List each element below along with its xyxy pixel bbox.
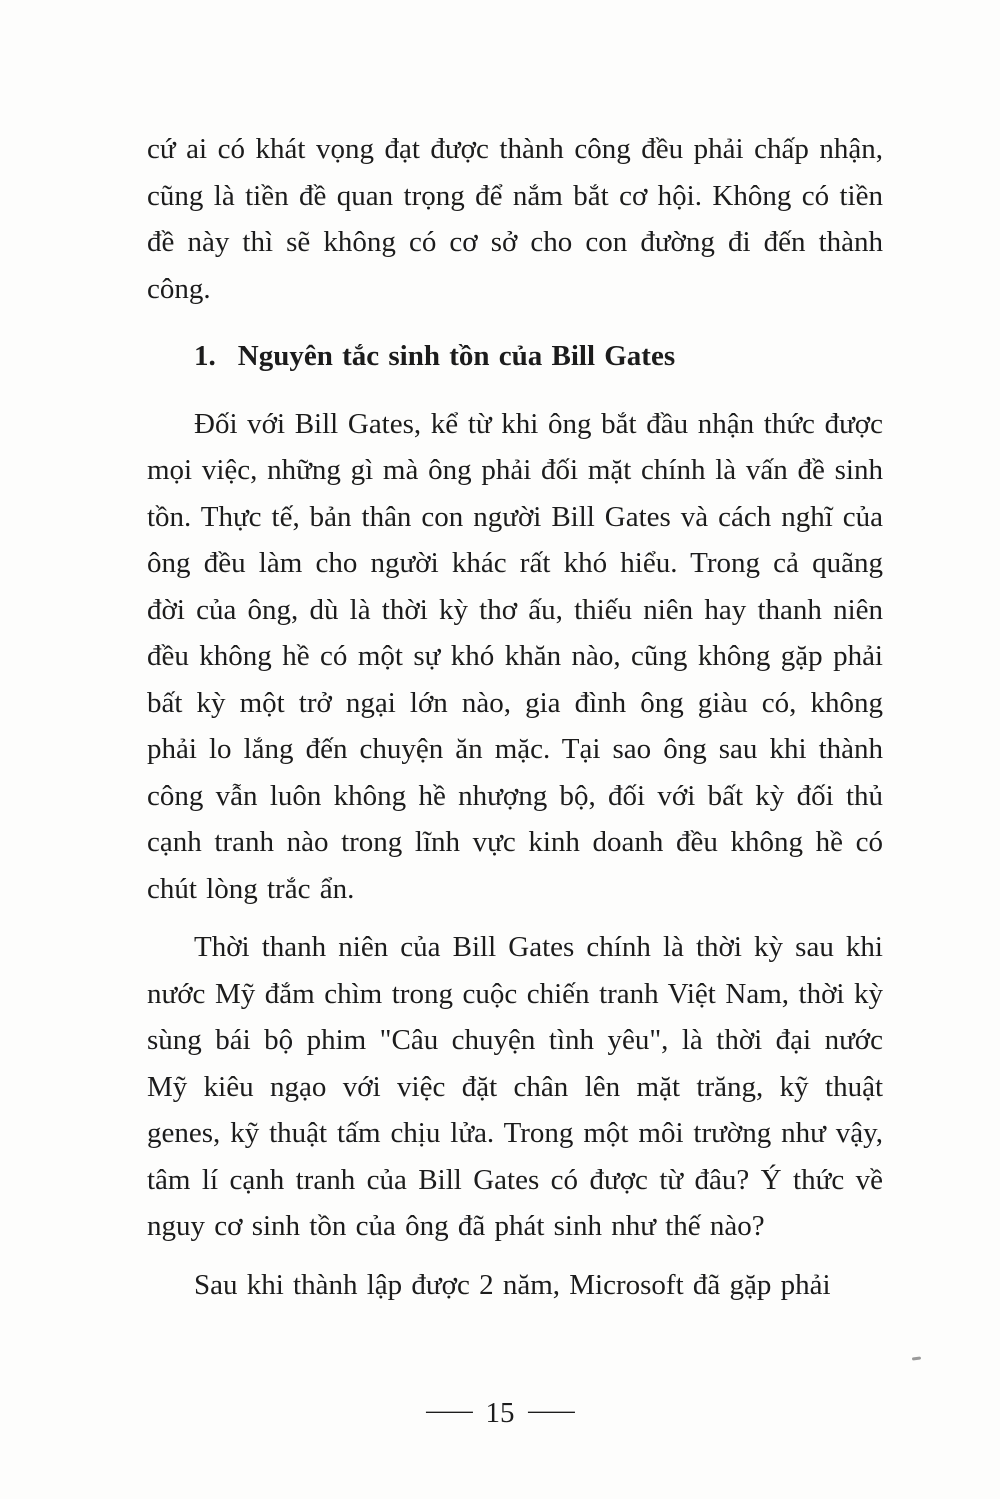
paragraph-continuation: cứ ai có khát vọng đạt được thành công đều phải chấp nhận, cũng là tiền đề quan trọng để nắm bắt cơ hội. Không có tiền đề này thì sẽ không có cơ sở cho con đường đi đến thành công. <box>147 133 883 305</box>
scan-artifact-mark <box>912 1356 921 1360</box>
paragraph: Thời thanh niên của Bill Gates chính là thời kỳ sau khi nước Mỹ đắm chìm trong cuộc chiến tranh Việt Nam, thời kỳ sùng bái bộ phim "Câu chuyện tình yêu", là thời đại nước Mỹ kiêu ngạo với việc đặt chân lên mặt trăng, kỹ thuật genes, kỹ thuật tấm chịu lửa. Trong một môi trường như vậy, tâm lí cạnh tranh của Bill Gates có được từ đâu? Ý thức về nguy cơ sinh tồn của ông đã phát sinh như thế nào? <box>147 931 883 1242</box>
paragraph: Đối với Bill Gates, kể từ khi ông bắt đầu nhận thức được mọi việc, những gì mà ông phải đối mặt chính là vấn đề sinh tồn. Thực tế, bản thân con người Bill Gates và cách nghĩ của ông đều làm cho người khác rất khó hiểu. Trong cả quãng đời của ông, dù là thời kỳ thơ ấu, thiếu niên hay thanh niên đều không hề có một sự khó khăn nào, cũng không gặp phải bất kỳ một trở ngại lớn nào, gia đình ông giàu có, không phải lo lắng đến chuyện ăn mặc. Tại sao ông sau khi thành công vẫn luôn không hề nhượng bộ, đối với bất kỳ đối thủ cạnh tranh nào trong lĩnh vực kinh doanh đều không hề có chút lòng trắc ẩn. <box>147 407 883 905</box>
page-content <box>147 126 883 1320</box>
page-footer <box>0 1394 1000 1430</box>
section-heading-text: Nguyên tắc sinh tồn của Bill Gates <box>237 340 676 372</box>
section-heading <box>147 333 883 380</box>
footer-dash-left: — <box>425 1394 473 1426</box>
paragraph: Sau khi thành lập được 2 năm, Microsoft đã gặp phải <box>194 1268 831 1301</box>
footer-dash-right: — <box>527 1394 575 1426</box>
page-number: 15 <box>485 1397 515 1429</box>
section-heading-number: 1. <box>194 340 216 372</box>
